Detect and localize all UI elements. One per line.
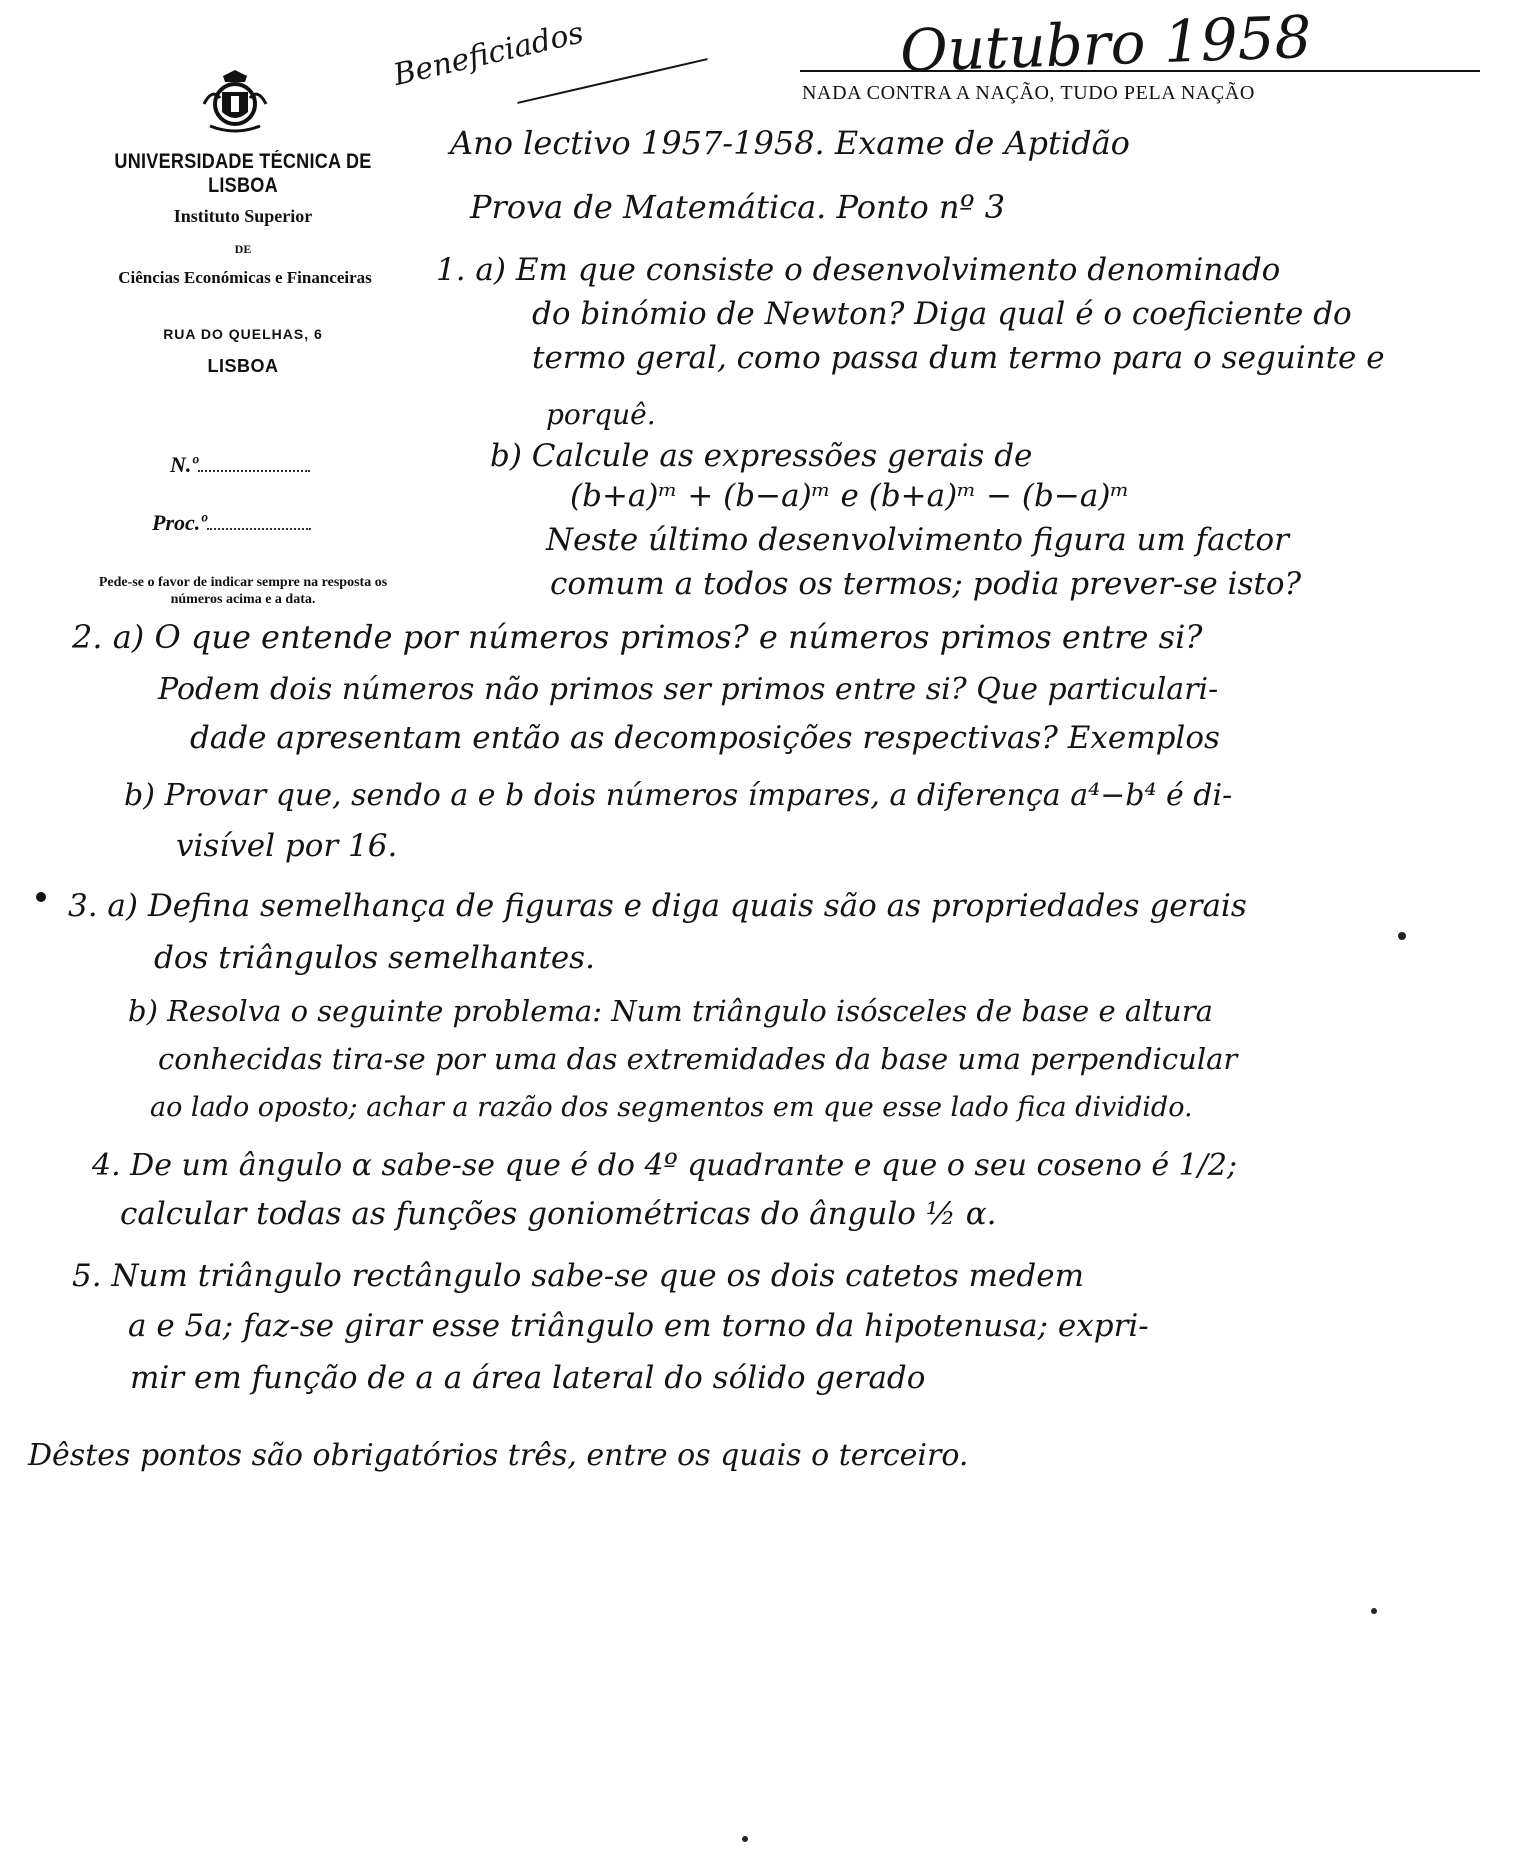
question-2b-line-2: visível por 16.	[176, 828, 398, 864]
number-label: N.º	[170, 452, 198, 477]
question-1a-line-3: termo geral, como passa dum termo para o seguinte e	[532, 340, 1385, 376]
coat-of-arms-icon	[200, 68, 270, 138]
university-name: UNIVERSIDADE TÉCNICA DE LISBOA	[114, 150, 372, 197]
question-2a-line-2: Podem dois números não primos ser primos entre si? Que particulari-	[158, 672, 1219, 707]
handwritten-date: Outubro 1958	[898, 2, 1313, 86]
question-3a-line-2: dos triângulos semelhantes.	[154, 940, 595, 976]
question-1a-line-1: 1. a) Em que consiste o desenvolvimento denominado	[436, 252, 1281, 288]
question-1b-line-3: Neste último desenvolvimento figura um factor	[546, 522, 1289, 558]
city-name: LISBOA	[207, 356, 279, 376]
question-1b-formula: (b+a)ᵐ + (b−a)ᵐ e (b+a)ᵐ − (b−a)ᵐ	[570, 478, 1130, 514]
question-1b-line-1: b) Calcule as expressões gerais de	[490, 438, 1033, 474]
proc-field	[152, 510, 311, 536]
number-field	[170, 452, 310, 478]
scan-speck	[742, 1836, 748, 1842]
question-3a-line-1: 3. a) Defina semelhança de figuras e diga quais são as propriedades gerais	[68, 888, 1247, 924]
question-4-line-1: 4. De um ângulo α sabe-se que é do 4º quadrante e que o seu coseno é 1/2;	[92, 1148, 1238, 1183]
exam-year-line: Ano lectivo 1957-1958. Exame de Aptidão	[450, 124, 1130, 162]
street-address: RUA DO QUELHAS, 6	[163, 326, 323, 342]
exam-subject-line: Prova de Matemática. Ponto nº 3	[470, 188, 1006, 226]
reference-note: Pede-se o favor de indicar sempre na resposta os números acima e a data.	[98, 575, 388, 607]
proc-label: Proc.º	[152, 510, 207, 535]
question-5-line-3: mir em função de a a área lateral do sólido gerado	[130, 1360, 926, 1396]
scan-speck	[1371, 1608, 1377, 1614]
question-2b-line-1: b) Provar que, sendo a e b dois números ímpares, a diferença a⁴−b⁴ é di-	[124, 778, 1233, 813]
national-motto: NADA CONTRA A NAÇÃO, TUDO PELA NAÇÃO	[802, 82, 1255, 104]
question-1a-line-4: porquê.	[546, 398, 656, 431]
question-2a-line-3: dade apresentam então as decomposições respectivas? Exemplos	[190, 720, 1220, 756]
scan-speck	[36, 892, 46, 902]
handwritten-beneficiados: Beneficiados	[390, 15, 587, 94]
question-3b-line-1: b) Resolva o seguinte problema: Num triângulo isósceles de base e altura	[128, 994, 1213, 1028]
question-5-line-1: 5. Num triângulo rectângulo sabe-se que os dois catetos medem	[72, 1258, 1084, 1294]
faculty-name: Ciências Económicas e Financeiras	[118, 268, 372, 287]
question-5-line-2: a e 5a; faz-se girar esse triângulo em torno da hipotenusa; expri-	[128, 1308, 1149, 1344]
question-4-line-2: calcular todas as funções goniométricas do ângulo ½ α.	[120, 1196, 997, 1232]
instructions-line: Dêstes pontos são obrigatórios três, entre os quais o terceiro.	[28, 1438, 969, 1473]
institute-name: Instituto Superior	[173, 206, 313, 226]
question-1a-line-2: do binómio de Newton? Diga qual é o coeficiente do	[532, 296, 1352, 332]
number-dotted-line	[198, 466, 310, 472]
question-1b-line-4: comum a todos os termos; podia prever-se isto?	[550, 566, 1302, 602]
question-2a-line-1: 2. a) O que entende por números primos? e números primos entre si?	[72, 618, 1203, 656]
question-3b-line-2: conhecidas tira-se por uma das extremidades da base uma perpendicular	[158, 1042, 1238, 1076]
beneficiados-underline	[517, 58, 707, 104]
question-3b-line-3: ao lado oposto; achar a razão dos segmentos em que esse lado fica dividido.	[150, 1092, 1193, 1123]
institute-de: DE	[234, 242, 252, 256]
proc-dotted-line	[207, 524, 311, 530]
scan-speck	[1398, 932, 1406, 940]
